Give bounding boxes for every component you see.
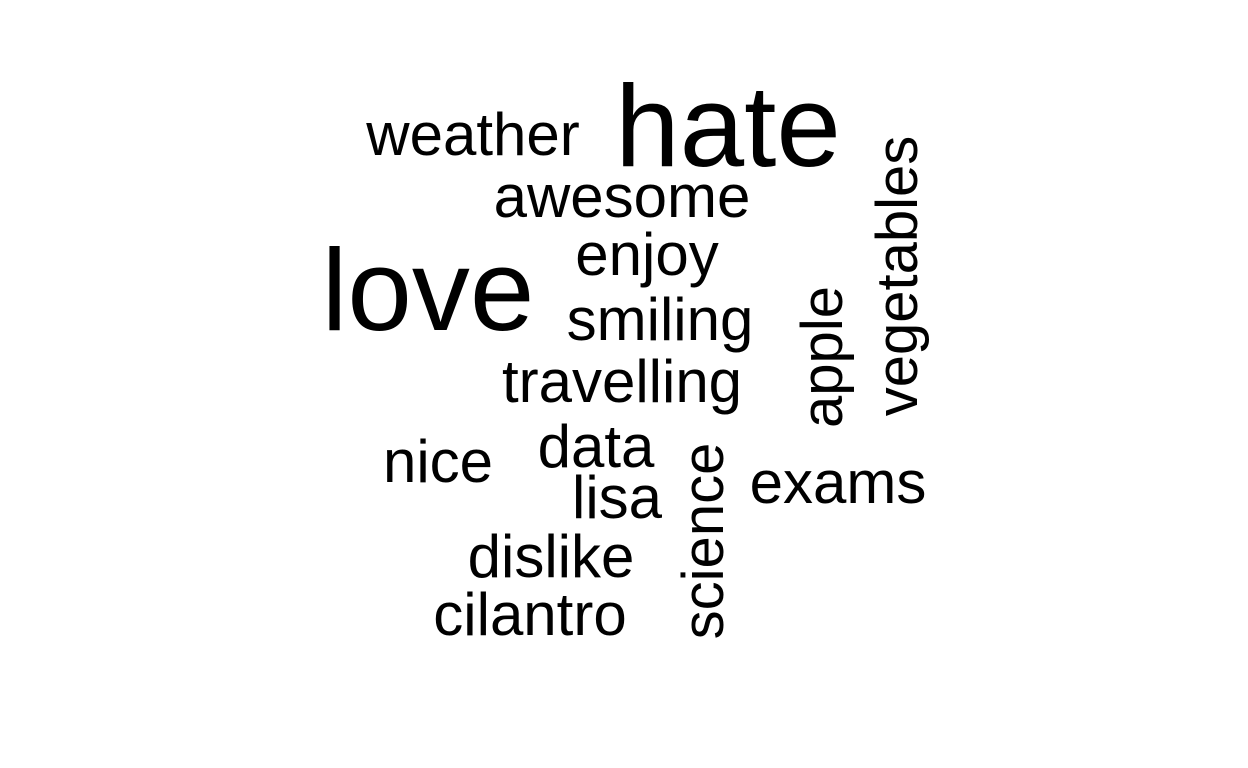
word-exams: exams (749, 449, 927, 516)
word-lisa: lisa (571, 464, 663, 531)
word-awesome: awesome (493, 163, 751, 230)
word-data: data (537, 413, 655, 480)
word-smiling: smiling (566, 286, 754, 353)
word-hate: hate (615, 61, 841, 191)
word-science: science (671, 442, 736, 640)
word-cilantro: cilantro (433, 581, 627, 648)
word-vegetables: vegetables (865, 135, 930, 417)
word-apple: apple (790, 286, 855, 428)
word-dislike: dislike (467, 523, 635, 590)
word-travelling: travelling (501, 348, 743, 415)
word-love: love (321, 225, 535, 355)
word-weather: weather (366, 101, 580, 168)
word-enjoy: enjoy (575, 221, 719, 288)
word-nice: nice (382, 428, 494, 495)
